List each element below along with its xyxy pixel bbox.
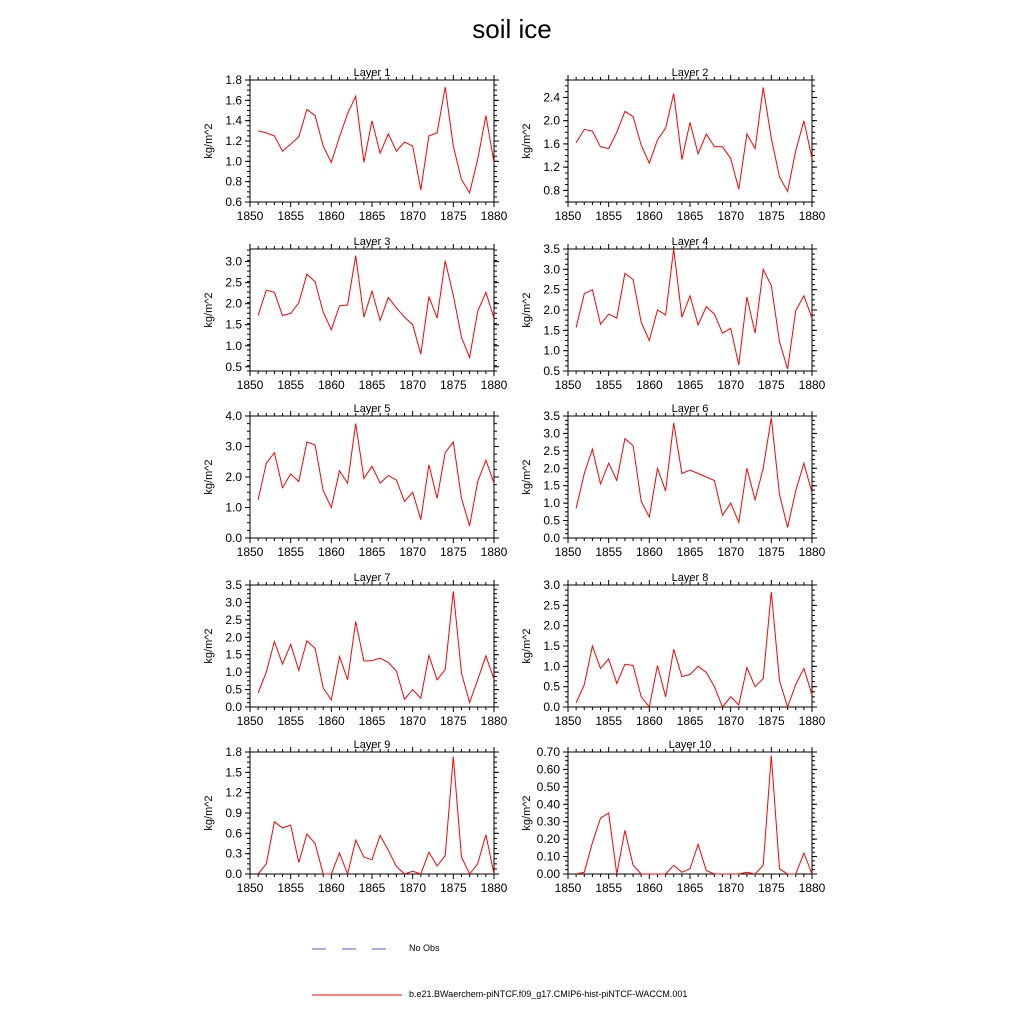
- panel-1-ytick-label: 1.0: [225, 154, 242, 169]
- panel-10-ylabel: kg/m^2: [521, 795, 533, 831]
- panel-4-xtick-label: 1865: [676, 378, 704, 392]
- panel-9-xtick-label: 1855: [277, 881, 305, 895]
- panel-9-ytick-label: 0.0: [225, 867, 242, 881]
- panel-8-ytick-label: 0.0: [543, 700, 560, 714]
- panel-8-xtick-label: 1860: [635, 714, 663, 728]
- panel-8-ytick-label: 1.5: [543, 639, 560, 653]
- panel-10-xtick-label: 1870: [717, 881, 745, 895]
- panel-1-xtick-label: 1865: [358, 209, 386, 223]
- panel-6-xtick-label: 1865: [676, 545, 704, 559]
- panel-4-ytick-label: 1.5: [543, 323, 560, 338]
- panel-9-xtick-label: 1860: [317, 881, 345, 895]
- panel-8-ytick-label: 1.0: [543, 659, 560, 674]
- panel-10-ytick-label: 0.60: [536, 762, 560, 777]
- panel-9-xtick-label: 1865: [358, 881, 386, 895]
- panel-3-xtick-label: 1865: [358, 378, 386, 392]
- panel-5-ytick-label: 4.0: [225, 409, 242, 423]
- panel-3-xtick-label: 1860: [317, 378, 345, 392]
- panel-4-xtick-label: 1855: [595, 378, 623, 392]
- panel-9-ytick-label: 0.6: [225, 826, 242, 841]
- panel-3-ylabel: kg/m^2: [203, 292, 215, 328]
- panel-2-xtick-label: 1870: [717, 209, 745, 223]
- panel-6-xtick-label: 1860: [635, 545, 663, 559]
- panel-10-xtick-label: 1880: [798, 881, 826, 895]
- panel-5-xtick-label: 1855: [277, 545, 305, 559]
- panel-6-title: Layer 6: [671, 403, 709, 415]
- panel-7-xtick-label: 1850: [236, 714, 264, 728]
- panel-7-xtick-label: 1860: [317, 714, 345, 728]
- panel-5-title: Layer 5: [353, 403, 391, 415]
- panel-9-xtick-label: 1880: [480, 881, 508, 895]
- panel-10-ytick-label: 0.40: [536, 797, 560, 812]
- panel-4-xtick-label: 1870: [717, 378, 745, 392]
- panel-6-ytick-label: 2.5: [543, 443, 560, 458]
- panel-1-ytick-label: 1.2: [225, 134, 242, 148]
- panel-9-ytick-label: 0.3: [225, 846, 242, 861]
- panel-4-title: Layer 4: [671, 236, 709, 248]
- panel-8-xtick-label: 1850: [554, 714, 582, 728]
- panel-8-ytick-label: 3.0: [543, 578, 560, 592]
- figure-title: soil ice: [472, 14, 552, 44]
- panel-7-title: Layer 7: [353, 572, 391, 584]
- panel-4-ytick-label: 3.0: [543, 262, 560, 277]
- panel-8-xtick-label: 1875: [757, 714, 785, 728]
- panel-2-ytick-label: 1.2: [543, 160, 560, 175]
- panel-1-xtick-label: 1870: [399, 209, 427, 223]
- panel-2-title: Layer 2: [671, 67, 709, 79]
- panel-2-xtick-label: 1855: [595, 209, 623, 223]
- panel-1-ylabel: kg/m^2: [203, 123, 215, 159]
- panel-2-xtick-label: 1850: [554, 209, 582, 223]
- panel-5-ytick-label: 2.0: [225, 470, 242, 484]
- panel-4-ytick-label: 2.5: [543, 282, 560, 297]
- panel-6-xtick-label: 1855: [595, 545, 623, 559]
- panel-3-xtick-label: 1850: [236, 378, 264, 392]
- panel-4-xtick-label: 1860: [635, 378, 663, 392]
- panel-10-ytick-label: 0.10: [536, 849, 560, 864]
- panel-1-ytick-label: 0.8: [225, 174, 242, 189]
- panel-4-ytick-label: 3.5: [543, 242, 560, 256]
- panel-3-ytick-label: 1.5: [225, 317, 242, 332]
- panel-7-xtick-label: 1875: [439, 714, 467, 728]
- panel-8-xtick-label: 1880: [798, 714, 826, 728]
- panel-3-title: Layer 3: [353, 236, 391, 248]
- panel-2-ytick-label: 2.4: [543, 90, 560, 105]
- panel-5-xtick-label: 1860: [317, 545, 345, 559]
- panel-4-ytick-label: 1.0: [543, 343, 560, 358]
- panel-7-ytick-label: 0.0: [225, 700, 242, 714]
- panel-1-ytick-label: 0.6: [225, 195, 242, 209]
- panel-5-xtick-label: 1880: [480, 545, 508, 559]
- panel-8-ytick-label: 0.5: [543, 679, 560, 694]
- panel-10-xtick-label: 1875: [757, 881, 785, 895]
- panel-9-ytick-label: 1.2: [225, 785, 242, 800]
- panel-10-xtick-label: 1865: [676, 881, 704, 895]
- panel-6-ytick-label: 0.5: [543, 513, 560, 528]
- panel-5-ytick-label: 1.0: [225, 500, 242, 515]
- panel-10-xtick-label: 1860: [635, 881, 663, 895]
- panel-9-xtick-label: 1870: [399, 881, 427, 895]
- panel-6-xtick-label: 1875: [757, 545, 785, 559]
- panel-4-ytick-label: 2.0: [543, 303, 560, 317]
- panel-9-xtick-label: 1850: [236, 881, 264, 895]
- panel-7-ytick-label: 1.0: [225, 665, 242, 680]
- panel-1-title: Layer 1: [353, 67, 391, 79]
- panel-9-title: Layer 9: [353, 739, 391, 751]
- panel-2-ytick-label: 2.0: [543, 113, 560, 128]
- panel-3-xtick-label: 1870: [399, 378, 427, 392]
- legend-no-obs-label: No Obs: [409, 943, 440, 953]
- panel-10-ytick-label: 0.50: [536, 779, 560, 794]
- panel-2-ytick-label: 0.8: [543, 183, 560, 198]
- panel-2-xtick-label: 1880: [798, 209, 826, 223]
- panel-1-ytick-label: 1.8: [225, 73, 242, 87]
- panel-3-xtick-label: 1880: [480, 378, 508, 392]
- panel-8-ytick-label: 2.5: [543, 598, 560, 613]
- panel-6-ytick-label: 3.5: [543, 409, 560, 423]
- legend-model-label: b.e21.BWaerchem-piNTCF.f09_g17.CMIP6-hist-piNTCF-WACCM.001: [409, 989, 688, 999]
- panel-8-ytick-label: 2.0: [543, 618, 560, 633]
- panel-1-xtick-label: 1850: [236, 209, 264, 223]
- panel-2-xtick-label: 1860: [635, 209, 663, 223]
- panel-8-xtick-label: 1855: [595, 714, 623, 728]
- panel-7-xtick-label: 1865: [358, 714, 386, 728]
- panel-1-ytick-label: 1.6: [225, 93, 242, 108]
- panel-5-xtick-label: 1875: [439, 545, 467, 559]
- panel-6-xtick-label: 1870: [717, 545, 745, 559]
- panel-3-ytick-label: 2.5: [225, 275, 242, 290]
- panel-3-xtick-label: 1855: [277, 378, 305, 392]
- panel-6-ylabel: kg/m^2: [521, 459, 533, 495]
- panel-9-ylabel: kg/m^2: [203, 795, 215, 831]
- panel-9-xtick-label: 1875: [439, 881, 467, 895]
- panel-2-ytick-label: 1.6: [543, 136, 560, 151]
- panel-6-ytick-label: 2.0: [543, 461, 560, 476]
- panel-7-xtick-label: 1880: [480, 714, 508, 728]
- panel-10-xtick-label: 1850: [554, 881, 582, 895]
- panel-9-ytick-label: 0.9: [225, 806, 242, 820]
- panel-7-ytick-label: 1.5: [225, 647, 242, 662]
- panel-7-ytick-label: 2.5: [225, 612, 242, 627]
- panel-4-ylabel: kg/m^2: [521, 292, 533, 328]
- panel-5-xtick-label: 1850: [236, 545, 264, 559]
- panel-4-xtick-label: 1880: [798, 378, 826, 392]
- panel-7-ytick-label: 3.5: [225, 578, 242, 592]
- panel-7-ytick-label: 3.0: [225, 595, 242, 610]
- panel-8-ylabel: kg/m^2: [521, 628, 533, 664]
- panel-7-xtick-label: 1855: [277, 714, 305, 728]
- panel-3-ytick-label: 2.0: [225, 296, 242, 311]
- panel-10-xtick-label: 1855: [595, 881, 623, 895]
- panel-10-title: Layer 10: [668, 739, 712, 751]
- panel-8-xtick-label: 1870: [717, 714, 745, 728]
- panel-3-ytick-label: 0.5: [225, 359, 242, 374]
- panel-8-title: Layer 8: [671, 572, 709, 584]
- panel-10-ytick-label: 0.30: [536, 814, 560, 829]
- panel-6-xtick-label: 1850: [554, 545, 582, 559]
- panel-6-xtick-label: 1880: [798, 545, 826, 559]
- panel-5-ytick-label: 0.0: [225, 531, 242, 545]
- panel-3-xtick-label: 1875: [439, 378, 467, 392]
- panel-10-ytick-label: 0.70: [536, 745, 560, 759]
- panel-6-ytick-label: 3.0: [543, 426, 560, 441]
- panel-1-xtick-label: 1860: [317, 209, 345, 223]
- panel-7-ylabel: kg/m^2: [203, 628, 215, 664]
- panel-3-ytick-label: 1.0: [225, 338, 242, 353]
- panel-7-ytick-label: 2.0: [225, 630, 242, 645]
- panel-1-xtick-label: 1880: [480, 209, 508, 223]
- panel-4-xtick-label: 1850: [554, 378, 582, 392]
- panel-3-ytick-label: 3.0: [225, 254, 242, 269]
- panel-5-xtick-label: 1865: [358, 545, 386, 559]
- panel-4-xtick-label: 1875: [757, 378, 785, 392]
- panel-4-ytick-label: 0.5: [543, 364, 560, 378]
- panel-9-ytick-label: 1.8: [225, 745, 242, 759]
- panel-10-ytick-label: 0.00: [536, 867, 560, 881]
- panel-6-ytick-label: 1.5: [543, 478, 560, 493]
- panel-8-xtick-label: 1865: [676, 714, 704, 728]
- panel-1-xtick-label: 1875: [439, 209, 467, 223]
- panel-6-ytick-label: 1.0: [543, 496, 560, 511]
- panel-7-ytick-label: 0.5: [225, 682, 242, 697]
- panel-7-xtick-label: 1870: [399, 714, 427, 728]
- panel-1-ytick-label: 1.4: [225, 113, 242, 128]
- panel-2-xtick-label: 1875: [757, 209, 785, 223]
- panel-5-xtick-label: 1870: [399, 545, 427, 559]
- panel-6-ytick-label: 0.0: [543, 531, 560, 545]
- panel-9-ytick-label: 1.5: [225, 765, 242, 780]
- panel-2-xtick-label: 1865: [676, 209, 704, 223]
- panel-1-xtick-label: 1855: [277, 209, 305, 223]
- panel-10-ytick-label: 0.20: [536, 832, 560, 847]
- panel-5-ytick-label: 3.0: [225, 439, 242, 454]
- panel-2-ylabel: kg/m^2: [521, 123, 533, 159]
- panel-5-ylabel: kg/m^2: [203, 459, 215, 495]
